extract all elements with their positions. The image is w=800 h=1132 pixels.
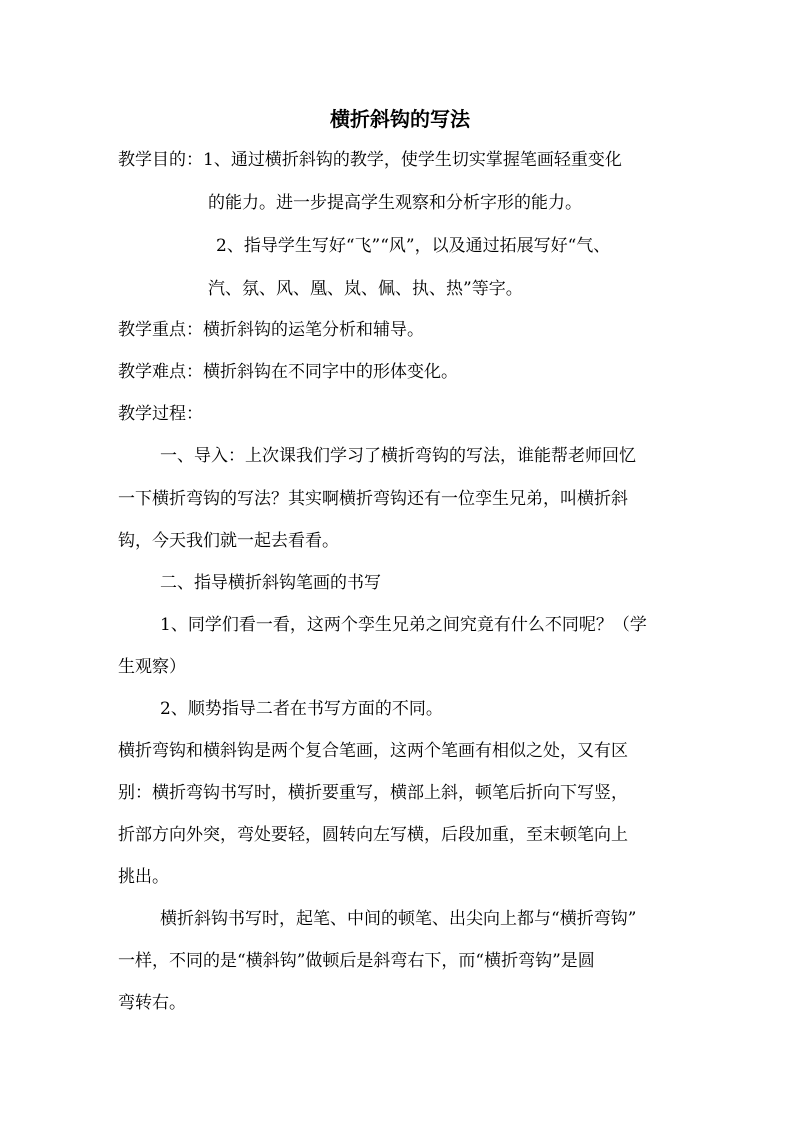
page-title: 横折斜钩的写法	[330, 107, 470, 131]
line-section-2-heading: 二、指导横折斜钩笔画的书写	[160, 573, 381, 593]
line-objective-1: 教学目的：1、通过横折斜钩的教学，使学生切实掌握笔画轻重变化	[118, 150, 622, 170]
line-step-1: 1、同学们看一看，这两个孪生兄弟之间究竟有什么不同呢？（学	[160, 615, 647, 635]
line-intro-2: 一下横折弯钩的写法？其实啊横折弯钩还有一位孪生兄弟，叫横折斜	[118, 489, 628, 509]
line-compare-2: 别：横折弯钩书写时，横折要重写，横部上斜，顿笔后折向下写竖，	[118, 783, 628, 803]
line-xiegou-1: 横折斜钩书写时，起笔、中间的顿笔、出尖向上都与“横折弯钩”	[160, 909, 637, 929]
line-objective-1-cont: 的能力。进一步提高学生观察和分析字形的能力。	[208, 193, 582, 213]
line-xiegou-3: 弯转右。	[118, 993, 186, 1013]
line-step-1-cont: 生观察）	[118, 657, 186, 677]
line-compare-1: 横折弯钩和横斜钩是两个复合笔画，这两个笔画有相似之处，又有区	[118, 741, 628, 761]
line-objective-2-cont: 汽、氛、风、凰、岚、佩、执、热”等字。	[208, 279, 523, 299]
line-key-point: 教学重点：横折斜钩的运笔分析和辅导。	[118, 320, 424, 340]
line-objective-2: 2、指导学生写好“飞”“风”，以及通过拓展写好“气、	[216, 236, 611, 256]
line-compare-4: 挑出。	[118, 867, 169, 887]
line-xiegou-2: 一样，不同的是“横斜钩”做顿后是斜弯右下，而“横折弯钩”是圆	[118, 951, 595, 971]
line-process-heading: 教学过程：	[118, 404, 203, 424]
line-step-2: 2、顺势指导二者在书写方面的不同。	[160, 699, 443, 719]
line-intro-1: 一、导入：上次课我们学习了横折弯钩的写法，谁能帮老师回忆	[160, 446, 636, 466]
line-difficulty: 教学难点：横折斜钩在不同字中的形体变化。	[118, 362, 458, 382]
line-compare-3: 折部方向外突，弯处要轻，圆转向左写横，后段加重，至末顿笔向上	[118, 825, 628, 845]
line-intro-3: 钩，今天我们就一起去看看。	[118, 531, 339, 551]
